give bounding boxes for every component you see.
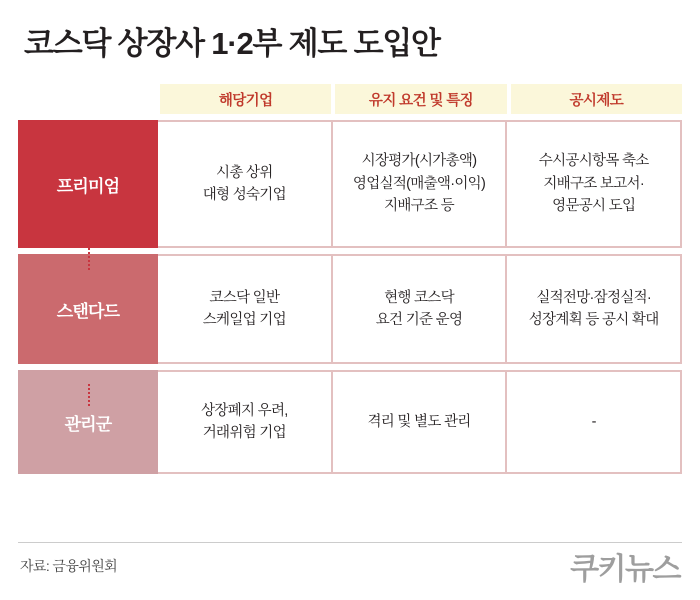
row-body-standard <box>158 254 682 364</box>
table-header-row <box>18 84 682 114</box>
cell-standard-disclosure: 실적전망·잠정실적· 성장계획 등 공시 확대 <box>505 256 680 362</box>
footer-divider <box>18 542 682 543</box>
page-title: 코스닥 상장사 1·2부 제도 도입안 <box>24 26 440 61</box>
table-row-premium <box>18 120 682 248</box>
connector-standard-watchlist <box>88 384 90 406</box>
cell-watchlist-requirements: 격리 및 별도 관리 <box>331 372 506 472</box>
cell-standard-companies: 코스닥 일반 스케일업 기업 <box>202 289 286 328</box>
table-row-watchlist <box>18 370 682 474</box>
tier-label-premium: 프리미엄 <box>18 120 158 248</box>
row-body-premium <box>158 120 682 248</box>
column-header-target-companies: 해당기업 <box>158 84 333 114</box>
publisher-logo: 쿠키뉴스 <box>570 553 680 586</box>
cell-premium-companies: 시총 상위 대형 성숙기업 <box>202 164 286 203</box>
tier-label-watchlist: 관리군 <box>18 370 158 474</box>
cell-standard-requirements: 현행 코스닥 요건 기준 운영 <box>331 256 506 362</box>
cell-watchlist-companies: 상장폐지 우려, 거래위험 기업 <box>201 402 288 441</box>
cell-premium-disclosure: 수시공시항목 축소 지배구조 보고서· 영문공시 도입 <box>505 122 680 246</box>
cell-watchlist-disclosure: - <box>505 372 680 472</box>
column-header-disclosure: 공시제도 <box>509 84 682 114</box>
cell-premium-requirements: 시장평가(시가총액) 영업실적(매출액·이익) 지배구조 등 <box>331 122 506 246</box>
column-header-requirements: 유지 요건 및 특징 <box>333 84 508 114</box>
table-row-standard <box>18 254 682 364</box>
source-note: 자료: 금융위원회 <box>20 558 118 574</box>
connector-premium-standard <box>88 248 90 270</box>
row-body-watchlist <box>158 370 682 474</box>
tier-label-standard: 스탠다드 <box>18 254 158 364</box>
header-corner-spacer <box>18 84 158 114</box>
comparison-table <box>18 84 682 474</box>
